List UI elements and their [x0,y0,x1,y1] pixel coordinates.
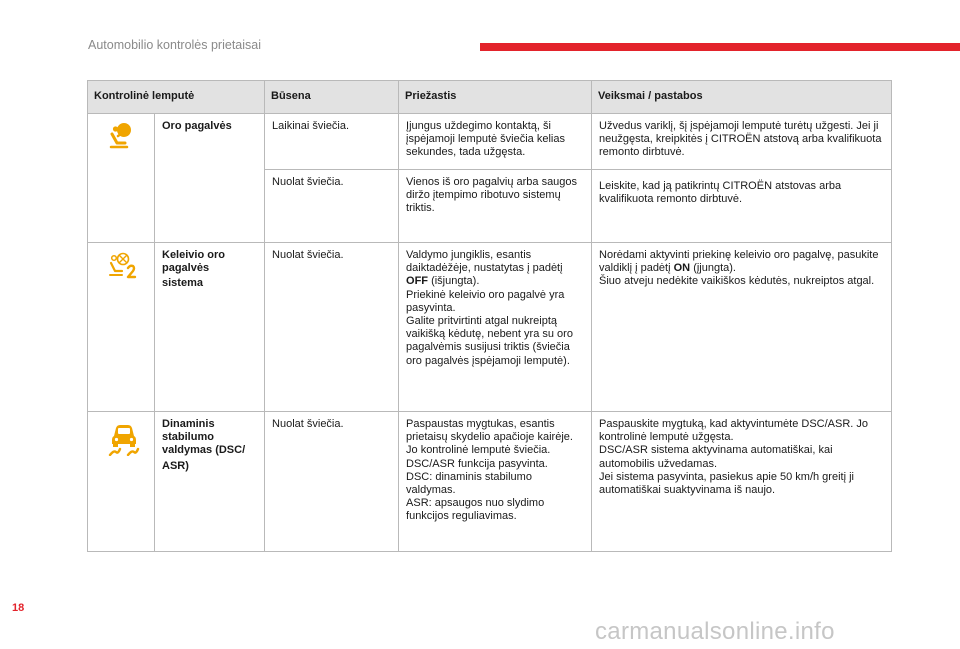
airbag-state-1: Laikinai šviečia. [265,114,399,170]
passenger-cause-text: Priekinė keleivio oro pagalvė yra pasyvinta. [406,288,565,314]
passenger-action-text: (įjungta). [693,262,736,275]
passenger-action-text: Norėdami aktyvinti priekinę keleivio oro pagalvę, pasukite valdiklį į padėtį [599,249,879,275]
dsc-name-line: stabilumo [162,431,214,444]
airbag-action-2: Leiskite, kad ją patikrintų CITROËN atstovas arba kvalifikuota remonto dirbtuvė. [592,170,892,243]
column-header-light: Kontrolinė lemputė [88,81,265,114]
column-header-action: Veiksmai / pastabos [592,81,892,114]
passenger-icon-cell [88,243,155,412]
watermark: carmanualsonline.info [595,618,835,645]
airbag-cause-2: Vienos iš oro pagalvių arba saugos diržo įtempimo ribotuvo sistemų triktis. [399,170,592,243]
dsc-name [155,412,265,552]
dsc-action-text: Paspauskite mygtuką, kad aktyvintumėte DSC/ASR. Jo kontrolinė lemputė užgęsta. [599,418,869,444]
passenger-state: Nuolat šviečia. [265,243,399,412]
dsc-cause-text: DSC: dinaminis stabilumo valdymas. [406,470,532,497]
airbag-state-2: Nuolat šviečia. [265,170,399,243]
dsc-icon-cell [88,412,155,552]
dsc-action [592,412,892,552]
dsc-name-line: Dinaminis [162,418,215,430]
dsc-state: Nuolat šviečia. [265,412,399,552]
passenger-cause-text: Valdymo jungiklis, esantis daiktadėžėje, nustatytas į padėtį [406,249,563,275]
passenger-airbag-name [155,243,265,412]
dsc-action-text: Jei sistema pasyvinta, pasiekus apie 50 km/h greitį ji automatiškai suaktyvinama iš naujo. [599,470,854,497]
table-header-row [88,81,892,114]
dsc-cause-text: DSC/ASR funkcija pasyvinta. [406,457,548,470]
dsc-name-line: valdymas (DSC/ [162,444,246,457]
passenger-cause-text: (išjungta). [431,275,480,288]
table-row [88,412,892,552]
passenger-cause [399,243,592,412]
airbag-warning-icon [108,122,138,152]
passenger-name-line: Keleivio oro [162,249,225,261]
column-header-state: Būsena [265,81,399,114]
dsc-cause-text: Paspaustas mygtukas, esantis prietaisų skydelio apačioje kairėje. Jo kontrolinė lemputė šviečia. [406,418,573,457]
off-keyword: OFF [406,275,429,288]
airbag-action-1: Užvedus variklį, šį įspėjamoji lemputė turėtų užgesti. Jei ji neužgęsta, kreipkitės į CITROËN atstovą arba kvalifikuota remonto dirbtuvė. [592,114,892,170]
airbag-cause-1: Įjungus uždegimo kontaktą, ši įspėjamoji lemputė šviečia kelias sekundes, tada užgęsta. [399,114,592,170]
table-row [88,114,892,170]
section-title: Automobilio kontrolės prietaisai [88,38,262,52]
column-header-cause: Priežastis [399,81,592,114]
passenger-name-line: sistema [162,277,203,290]
dsc-cause-text: ASR: apsaugos nuo slydimo funkcijos reguliavimas. [406,497,545,523]
on-keyword: ON [673,262,691,275]
passenger-cause-text: Galite pritvirtinti atgal nukreiptą vaikišką kėdutę, nebent yra su oro pagalvėmis susijusi triktis (šviečia oro pagalvės įspėjamoji lemputė). [406,315,573,367]
passenger-action [592,243,892,412]
passenger-action-text: Šiuo atveju nedėkite vaikiškos kėdutės, nukreiptos atgal. [599,275,875,288]
warning-lights-table [87,80,892,552]
airbag-icon-cell [88,114,155,243]
table-row [88,243,892,412]
passenger-name-line: pagalvės [162,262,210,275]
airbag-name: Oro pagalvės [155,114,265,243]
dsc-name-line: ASR) [162,459,189,472]
passenger-airbag-off-icon [108,251,140,281]
dsc-asr-skid-icon [108,422,140,456]
dsc-cause [399,412,592,552]
header-accent-bar [480,43,960,51]
dsc-action-text: DSC/ASR sistema aktyvinama automatiškai, kai automobilis užvedamas. [599,444,833,470]
page-number: 18 [12,602,25,614]
